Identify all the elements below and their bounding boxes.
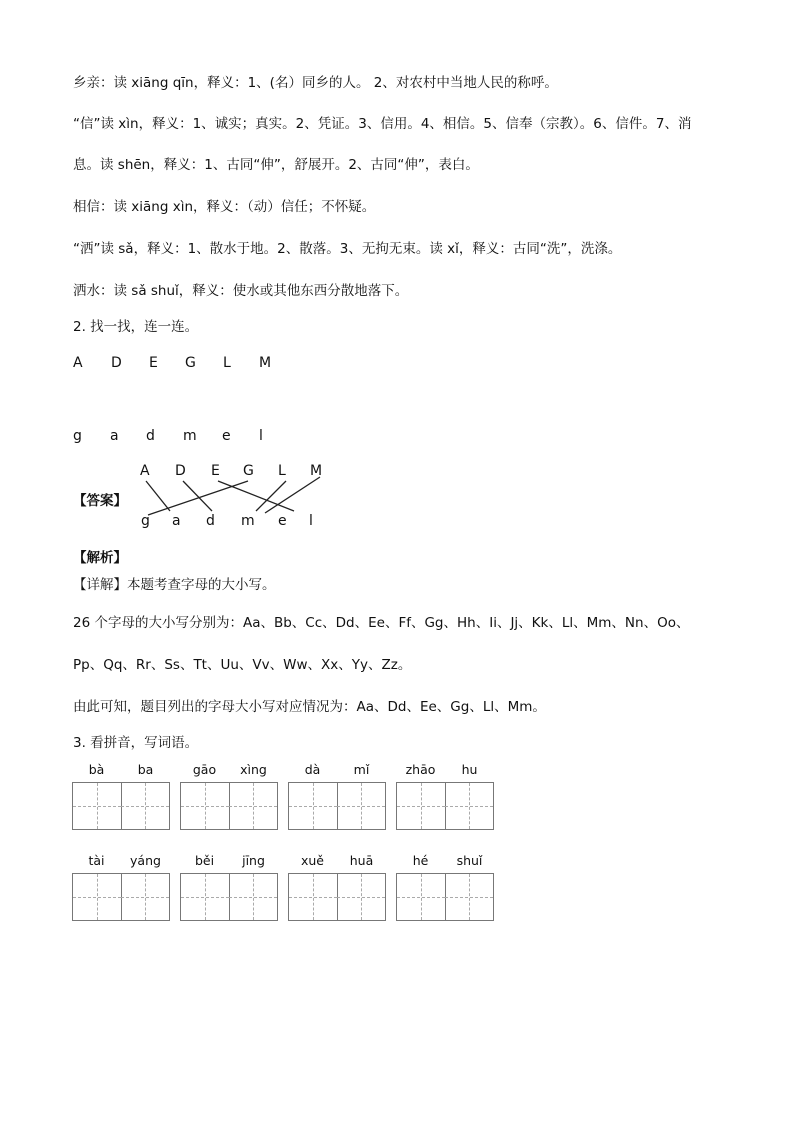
pinyin-word-group: [180, 762, 278, 778]
pinyin-syllable: ba: [137, 762, 154, 777]
writing-grid[interactable]: [288, 782, 386, 830]
writing-grid[interactable]: [396, 782, 494, 830]
pinyin-syllable: bà: [88, 762, 105, 777]
definition-line-3: 息。读 shēn，释义：1、古同“伸”，舒展开。2、古同“伸”，表白。: [73, 157, 479, 173]
diagram-upper-letter: D: [175, 463, 186, 479]
pinyin-syllable: hé: [412, 853, 429, 868]
pinyin-word-group: [72, 853, 170, 869]
uppercase-letter: E: [149, 355, 158, 371]
matching-lines: [138, 463, 338, 533]
uppercase-letter: M: [259, 355, 272, 371]
diagram-lower-letter: d: [206, 513, 215, 529]
pinyin-word-group: [396, 762, 494, 778]
pinyin-syllable: mǐ: [353, 762, 370, 777]
diagram-upper-letter: A: [140, 463, 150, 479]
diagram-lower-letter: a: [172, 513, 181, 529]
pinyin-syllable: shuǐ: [456, 853, 483, 868]
writing-grid[interactable]: [180, 782, 278, 830]
uppercase-letter: A: [73, 355, 83, 371]
writing-grid[interactable]: [72, 873, 170, 921]
pinyin-syllable: xìng: [240, 762, 267, 777]
uppercase-letter: L: [223, 355, 231, 371]
explain-line-2: Pp、Qq、Rr、Ss、Tt、Uu、Vv、Ww、Xx、Yy、Zz。: [73, 657, 412, 673]
lowercase-letter: g: [73, 428, 82, 444]
question-2-title: 2. 找一找，连一连。: [73, 319, 199, 335]
lowercase-letter: d: [146, 428, 155, 444]
pinyin-syllable: hu: [461, 762, 478, 777]
pinyin-word-group: [288, 853, 386, 869]
analysis-label: 【解析】: [73, 550, 127, 566]
pinyin-syllable: tài: [88, 853, 105, 868]
lowercase-letter: m: [183, 428, 197, 444]
diagram-upper-letter: G: [243, 463, 254, 479]
writing-grid[interactable]: [396, 873, 494, 921]
lowercase-letter: a: [110, 428, 119, 444]
definition-line-5: “洒”读 sǎ，释义：1、散水于地。2、散落。3、无拘无束。读 xǐ，释义：古同“洗”，洗涤。: [73, 241, 622, 257]
definition-line-1: 乡亲：读 xiāng qīn，释义：1、(名）同乡的人。 2、对农村中当地人民的称呼。: [73, 75, 558, 91]
diagram-upper-letter: E: [211, 463, 220, 479]
pinyin-word-group: [72, 762, 170, 778]
diagram-lower-letter: g: [141, 513, 150, 529]
definition-line-2: “信”读 xìn，释义：1、诚实；真实。2、凭证。3、信用。4、相信。5、信奉（宗教）。6、信件。7、消: [73, 116, 692, 132]
writing-grid[interactable]: [72, 782, 170, 830]
uppercase-letter: D: [111, 355, 122, 371]
lowercase-letter: l: [259, 428, 263, 444]
pinyin-word-group: [396, 853, 494, 869]
diagram-lower-letter: l: [309, 513, 313, 529]
uppercase-letter: G: [185, 355, 196, 371]
definition-line-4: 相信：读 xiāng xìn，释义：（动）信任；不怀疑。: [73, 199, 376, 215]
lowercase-letter: e: [222, 428, 231, 444]
answer-label: 【答案】: [73, 493, 127, 509]
pinyin-syllable: huā: [349, 853, 374, 868]
explain-line-3: 由此可知，题目列出的字母大小写对应情况为：Aa、Dd、Ee、Gg、Ll、Mm。: [73, 699, 546, 715]
writing-grid[interactable]: [180, 873, 278, 921]
definition-line-6: 洒水：读 sǎ shuǐ，释义：使水或其他东西分散地落下。: [73, 283, 409, 299]
pinyin-syllable: yáng: [130, 853, 161, 868]
question-3-title: 3. 看拼音，写词语。: [73, 735, 199, 751]
pinyin-syllable: zhāo: [405, 762, 436, 777]
detail-line: 【详解】本题考查字母的大小写。: [73, 577, 276, 593]
pinyin-word-group: [288, 762, 386, 778]
diagram-upper-letter: L: [278, 463, 286, 479]
diagram-upper-letter: M: [310, 463, 323, 479]
pinyin-syllable: jīng: [242, 853, 265, 868]
writing-grid[interactable]: [288, 873, 386, 921]
diagram-lower-letter: e: [278, 513, 287, 529]
pinyin-syllable: dà: [304, 762, 321, 777]
diagram-lower-letter: m: [241, 513, 255, 529]
pinyin-word-group: [180, 853, 278, 869]
pinyin-syllable: běi: [194, 853, 215, 868]
pinyin-syllable: gāo: [192, 762, 217, 777]
answer-matching-diagram: [138, 463, 338, 533]
pinyin-syllable: xuě: [300, 853, 324, 868]
explain-line-1: 26 个字母的大小写分别为：Aa、Bb、Cc、Dd、Ee、Ff、Gg、Hh、Ii、Jj、Kk、Ll、Mm、Nn、Oo、: [73, 615, 690, 631]
